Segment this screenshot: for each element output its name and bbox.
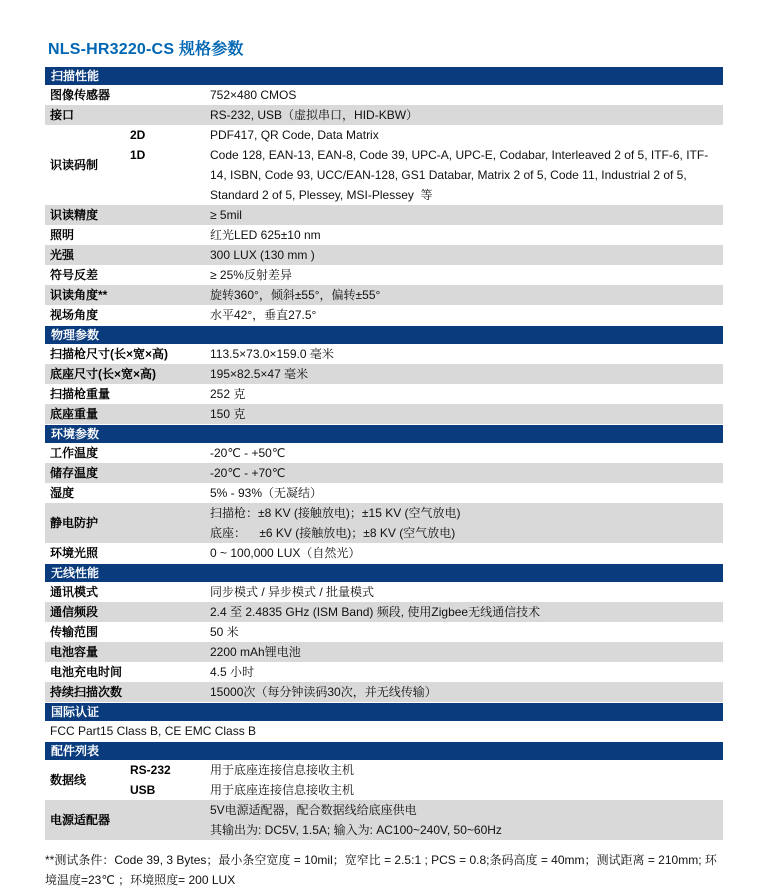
row-value: -20℃ - +70℃ [210, 466, 286, 480]
row-label: 底座尺寸(长×宽×高) [50, 367, 157, 381]
row-label: 数据线 [50, 773, 87, 787]
table-row-cradle-weight [45, 404, 723, 424]
table-row-storage-temp [45, 463, 723, 483]
row-value: FCC Part15 Class B, CE EMC Class B [50, 724, 257, 738]
table-row-scanner-dimensions [45, 344, 723, 364]
page-title: NLS-HR3220-CS 规格参数 [48, 41, 244, 58]
section-header-physical: 物理参数 [45, 326, 723, 344]
row-value-line: 底座： ±6 KV (接触放电)；±8 KV (空气放电) [210, 526, 456, 540]
table-row-symbologies [45, 125, 723, 205]
esd-value-lines [210, 503, 723, 543]
row-label: 光强 [50, 248, 75, 262]
table-row-data-cable [45, 760, 723, 800]
row-value: 752×480 CMOS [210, 88, 297, 102]
row-label: 静电防护 [50, 516, 99, 530]
row-label: 识读精度 [50, 208, 99, 222]
row-value-line: 其输出为: DC5V, 1.5A; 输入为: AC100~240V, 50~60Hz [210, 823, 502, 837]
row-value: 113.5×73.0×159.0 毫米 [210, 347, 334, 361]
row-label: 储存温度 [50, 466, 99, 480]
row-label: 识读码制 [50, 158, 99, 172]
section-header-scan-performance: 扫描性能 [45, 67, 723, 85]
subrow-key: 1D [130, 148, 146, 162]
table-row-continuous-scans [45, 682, 723, 702]
row-label: 通信频段 [50, 605, 99, 619]
row-value-line: 5V电源适配器，配合数据线给底座供电 [210, 803, 417, 817]
table-row-battery-capacity [45, 642, 723, 662]
row-label: 持续扫描次数 [50, 685, 123, 699]
test-conditions-footnote: **测试条件：Code 39, 3 Bytes；最小条空宽度 = 10mil；宽窄比 = 2.5:1 ; PCS = 0.8;条码高度 = 40mm；测试距离 = 210mm; 环境温度=23℃ ；环境照度= 200 LUX [45, 853, 717, 887]
subrow-value: Code 128, EAN-13, EAN-8, Code 39, UPC-A, UPC-E, Codabar, Interleaved 2 of 5, ITF-6, ITF-14, ISBN, Code 93, UCC/EAN-128, GS1 Databar, Matrix 2 of 5, Code 11, Industrial 2 of 5, Standard 2 of 5, Plessey, MSI-Plessey 等 [210, 148, 709, 202]
table-row-transmission-range [45, 622, 723, 642]
row-value: ≥ 5mil [210, 208, 242, 222]
row-label: 电池容量 [50, 645, 99, 659]
row-label: 识读角度** [50, 288, 108, 302]
row-value: 0 ~ 100,000 LUX（自然光） [210, 546, 361, 560]
row-label: 图像传感器 [50, 88, 111, 102]
row-label: 电池充电时间 [50, 665, 123, 679]
row-label: 通讯模式 [50, 585, 99, 599]
table-row-certifications [45, 721, 723, 741]
row-label: 符号反差 [50, 268, 99, 282]
row-value: 15000次（每分钟读码30次，并无线传输） [210, 685, 437, 699]
section-header-accessories: 配件列表 [45, 742, 723, 760]
subrow-value: 用于底座连接信息接收主机 [210, 783, 355, 797]
section-header-wireless: 无线性能 [45, 564, 723, 582]
row-value: 2.4 至 2.4835 GHz (ISM Band) 频段, 使用Zigbee无线通信技术 [210, 605, 541, 619]
subrow-value: PDF417, QR Code, Data Matrix [210, 128, 379, 142]
spec-table [45, 67, 723, 840]
row-label: 照明 [50, 228, 75, 242]
row-value: 50 米 [210, 625, 239, 639]
row-value: 同步模式 / 异步模式 / 批量模式 [210, 585, 375, 599]
subrow-1d [130, 145, 723, 205]
subrow-2d [130, 125, 723, 145]
table-row-interface [45, 105, 723, 125]
row-label: 环境光照 [50, 546, 99, 560]
table-row-image-sensor [45, 85, 723, 105]
row-value: 150 克 [210, 407, 246, 421]
row-value: 4.5 小时 [210, 665, 255, 679]
table-row-precision [45, 205, 723, 225]
cable-subrows [130, 760, 723, 800]
row-value: ≥ 25%反射差异 [210, 268, 292, 282]
row-value: 300 LUX (130 mm ) [210, 248, 315, 262]
row-value: 5% - 93%（无凝结） [210, 486, 323, 500]
row-value: 252 克 [210, 387, 246, 401]
subrow-value: 用于底座连接信息接收主机 [210, 763, 355, 777]
subrow-key: 2D [130, 128, 146, 142]
row-label: 工作温度 [50, 446, 99, 460]
table-row-humidity [45, 483, 723, 503]
table-row-light-intensity [45, 245, 723, 265]
row-label: 视场角度 [50, 308, 99, 322]
table-row-field-of-view [45, 305, 723, 325]
row-value-line: 扫描枪：±8 KV (接触放电)；±15 KV (空气放电) [210, 506, 461, 520]
row-value: 2200 mAh锂电池 [210, 645, 301, 659]
table-row-frequency-band [45, 602, 723, 622]
table-row-operating-temp [45, 443, 723, 463]
row-label: 扫描枪尺寸(长×宽×高) [50, 347, 169, 361]
row-label: 底座重量 [50, 407, 99, 421]
row-label: 扫描枪重量 [50, 387, 111, 401]
table-row-esd-protection [45, 503, 723, 543]
table-row-ambient-light [45, 543, 723, 563]
row-label: 接口 [50, 108, 75, 122]
subrow-usb [130, 780, 723, 800]
subrow-key: USB [130, 783, 156, 797]
table-row-cradle-dimensions [45, 364, 723, 384]
symbology-subrows [130, 125, 723, 205]
row-value: 旋转360°，倾斜±55°，偏转±55° [210, 288, 381, 302]
table-row-power-adapter [45, 800, 723, 840]
section-header-certifications: 国际认证 [45, 703, 723, 721]
row-value: RS-232, USB（虚拟串口，HID-KBW） [210, 108, 419, 122]
table-row-symbol-contrast [45, 265, 723, 285]
table-row-illumination [45, 225, 723, 245]
row-label: 传输范围 [50, 625, 99, 639]
adapter-value-lines [210, 800, 723, 840]
table-row-scanner-weight [45, 384, 723, 404]
subrow-rs232 [130, 760, 723, 780]
row-label: 湿度 [50, 486, 75, 500]
table-row-comm-mode [45, 582, 723, 602]
row-value: 195×82.5×47 毫米 [210, 367, 309, 381]
row-value: 红光LED 625±10 nm [210, 228, 321, 242]
table-row-scan-angle [45, 285, 723, 305]
row-value: 水平42°，垂直27.5° [210, 308, 317, 322]
table-row-charge-time [45, 662, 723, 682]
row-label: 电源适配器 [50, 813, 111, 827]
section-header-environment: 环境参数 [45, 425, 723, 443]
row-value: -20℃ - +50℃ [210, 446, 286, 460]
subrow-key: RS-232 [130, 763, 171, 777]
